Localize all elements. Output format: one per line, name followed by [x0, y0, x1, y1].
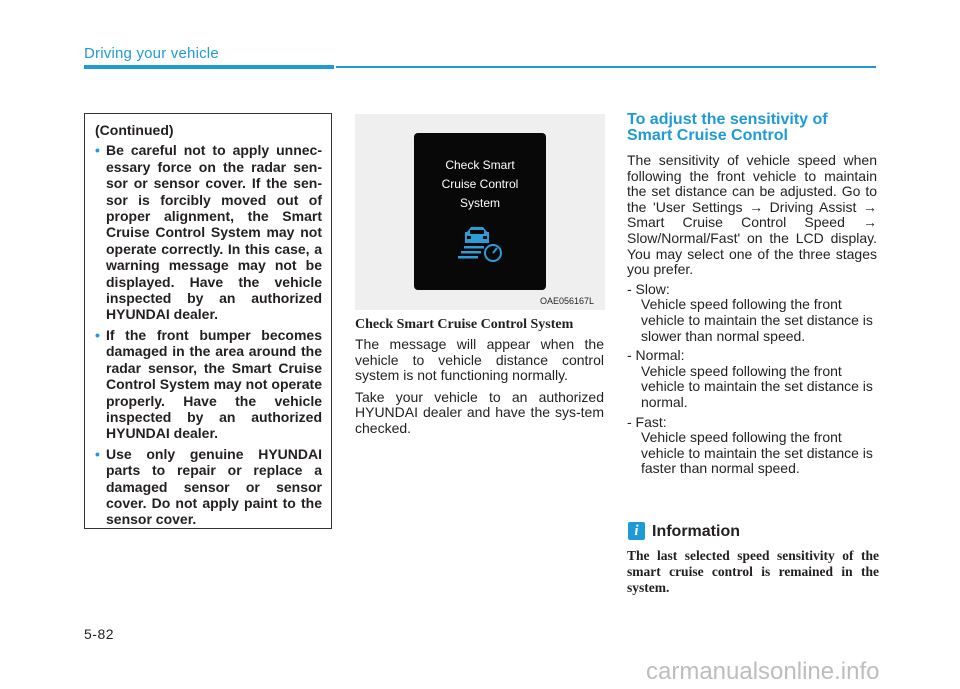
watermark: carmanualsonline.info: [646, 658, 880, 685]
paragraph: The message will appear when the vehicle to vehicle distance control system is not functioning normally.: [355, 336, 604, 384]
check-system-heading: Check Smart Cruise Control System: [355, 317, 574, 332]
cluster-message-line: Cruise Control: [441, 177, 519, 191]
option-description: Vehicle speed following the front vehicle to maintain the set distance is slower than normal speed.: [641, 296, 873, 344]
smart-cruise-warning-icon: [458, 227, 504, 263]
information-text: The last selected speed sensitivity of the smart cruise control is remained in the system.: [627, 548, 879, 595]
option-description: Vehicle speed following the front vehicle to maintain the set distance is normal.: [641, 362, 873, 410]
information-title: Information: [652, 523, 740, 540]
warning-item: • Be careful not to apply unnec-essary force on the radar sen-sor or sensor cover. If the sen-sor is forcibly moved out of proper alignment, the Smart Cruise Control System may not operate correctly. In this case, a warning message may not be displayed. Have the vehicle inspected by an authorized HYUNDAI dealer.: [95, 142, 322, 322]
sensitivity-title: To adjust the sensitivity of Smart Cruise Control: [627, 111, 828, 144]
header-rule: [84, 65, 334, 69]
sensitivity-body: [627, 153, 877, 477]
paragraph: Take your vehicle to an authorized HYUNDAI dealer and have the sys-tem checked.: [355, 388, 604, 436]
continued-label: (Continued): [95, 122, 174, 138]
warning-box: [84, 113, 332, 529]
warning-item: • If the front bumper becomes damaged in the area around the radar sensor, the Smart Cruise Control System may not operate properly. Have the vehicle inspected by an authorized HYUNDAI dealer.: [95, 327, 322, 442]
option-fast: [627, 415, 877, 477]
option-description: Vehicle speed following the front vehicle to maintain the set distance is faster than normal speed.: [641, 429, 873, 477]
section-title: Driving your vehicle: [84, 45, 219, 62]
figure-code: OAE056167L: [540, 296, 595, 306]
header-rule-thin: [336, 66, 876, 68]
warning-item: • Use only genuine HYUNDAI parts to repair or replace a damaged sensor or sensor cover. Do not apply paint to the sensor cover.: [95, 446, 322, 528]
check-system-body: [355, 337, 604, 443]
page-number: 5-82: [84, 626, 115, 642]
option-normal: [627, 348, 877, 410]
sensitivity-intro: The sensitivity of vehicle speed when following the front vehicle to maintain the set distance can be adjusted. Go to the 'User Settings → Driving Assist → Smart Cruise Control Speed → Slow/Normal/Fast' on the LCD display. You may select one of the three stages you prefer.: [627, 152, 877, 278]
cluster-message-line: Check Smart: [445, 158, 515, 172]
option-label: - Fast:: [627, 413, 667, 430]
option-slow: [627, 282, 877, 344]
option-label: - Normal:: [627, 347, 685, 364]
cluster-message-line: System: [459, 196, 500, 210]
info-icon: i: [628, 522, 645, 540]
cluster-message: [414, 156, 546, 213]
option-label: - Slow:: [627, 280, 670, 297]
